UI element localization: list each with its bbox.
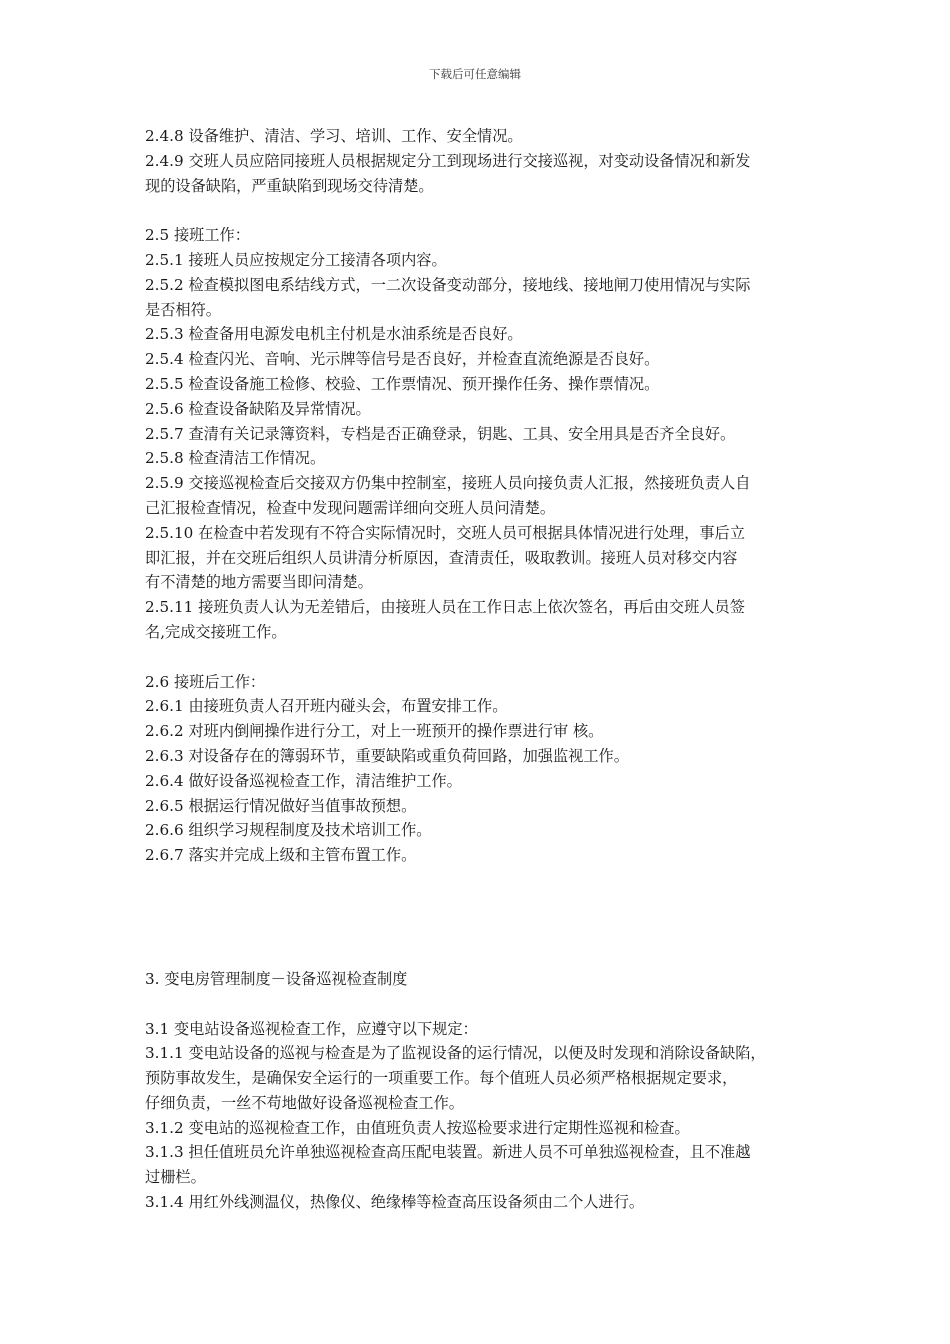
section-2-5 xyxy=(145,223,835,645)
paragraph-line: 2.6.6 组织学习规程制度及技术培训工作。 xyxy=(145,821,432,840)
paragraph-line: 名,完成交接班工作。 xyxy=(145,622,287,641)
paragraph-line: 即汇报，并在交班后组织人员讲清分析原因，查清责任，吸取教训。接班人员对移交内容 xyxy=(145,548,738,567)
section-heading: 3.1 变电站设备巡视检查工作，应遵守以下规定： xyxy=(145,1019,478,1038)
paragraph-line: 有不清楚的地方需要当即问清楚。 xyxy=(145,573,373,592)
paragraph-line: 2.5.2 检查模拟图电系结线方式，一二次设备变动部分，接地线、接地闸刀使用情况与实际 xyxy=(145,275,751,294)
section-heading: 2.5 接班工作： xyxy=(145,226,250,245)
paragraph-line: 2.6.2 对班内倒闸操作进行分工，对上一班预开的操作票进行审 核。 xyxy=(145,722,604,741)
blank-space xyxy=(145,868,835,967)
paragraph-line: 是否相符。 xyxy=(145,300,221,319)
paragraph-line: 预防事故发生，是确保安全运行的一项重要工作。每个值班人员必须严格根据规定要求， xyxy=(145,1069,738,1088)
chapter-heading: 3. 变电房管理制度－设备巡视检查制度 xyxy=(145,969,408,988)
page-header: 下载后可任意编辑 xyxy=(429,67,521,81)
paragraph-line: 2.4.9 交班人员应陪同接班人员根据规定分工到现场进行交接巡视，对变动设备情况和新发 xyxy=(145,151,751,170)
paragraph-line: 2.5.8 检查清洁工作情况。 xyxy=(145,449,326,468)
paragraph-line: 2.5.3 检查备用电源发电机主付机是水油系统是否良好。 xyxy=(145,325,523,344)
section-2-6 xyxy=(145,670,835,868)
paragraph-line: 2.6.1 由接班负责人召开班内碰头会，布置安排工作。 xyxy=(145,697,508,716)
paragraph-line: 仔细负责，一丝不苟地做好设备巡视检查工作。 xyxy=(145,1093,464,1112)
section-2-4-tail xyxy=(145,124,835,198)
blank-line xyxy=(145,992,835,1017)
paragraph-line: 2.5.10 在检查中若发现有不符合实际情况时，交班人员可根据具体情况进行处理，事后立 xyxy=(145,523,745,542)
document-body xyxy=(145,124,835,1215)
paragraph-line: 3.1.3 担任值班员允许单独巡视检查高压配电装置。新进人员不可单独巡视检查，且不准越 xyxy=(145,1143,751,1162)
blank-line xyxy=(145,645,835,670)
paragraph-line: 过栅栏。 xyxy=(145,1168,206,1187)
section-heading: 2.6 接班后工作： xyxy=(145,672,266,691)
paragraph-line: 己汇报检查情况，检查中发现问题需详细向交班人员问清楚。 xyxy=(145,498,556,517)
paragraph-line: 2.6.5 根据运行情况做好当值事故预想。 xyxy=(145,796,417,815)
paragraph-line: 2.4.8 设备维护、清洁、学习、培训、工作、安全情况。 xyxy=(145,127,523,145)
paragraph-line: 3.1.4 用红外线测温仪，热像仪、绝缘棒等检查高压设备须由二个人进行。 xyxy=(145,1193,645,1212)
paragraph-line: 2.5.5 检查设备施工检修、校验、工作票情况、预开操作任务、操作票情况。 xyxy=(145,374,660,393)
paragraph-line: 2.5.6 检查设备缺陷及异常情况。 xyxy=(145,399,371,418)
paragraph-line: 2.6.4 做好设备巡视检查工作，清洁维护工作。 xyxy=(145,771,462,790)
paragraph-line: 2.5.9 交接巡视检查后交接双方仍集中控制室，接班人员向接负责人汇报，然接班负责人自 xyxy=(145,474,751,493)
paragraph-line: 2.5.7 查清有关记录簿资料，专档是否正确登录，钥匙、工具、安全用具是否齐全良好。 xyxy=(145,424,736,443)
paragraph-line: 3.1.1 变电站设备的巡视与检查是为了监视设备的运行情况，以便及时发现和消除设备缺陷， xyxy=(145,1044,766,1063)
paragraph-line: 2.6.3 对设备存在的簿弱环节，重要缺陷或重负荷回路，加强监视工作。 xyxy=(145,746,629,765)
paragraph-line: 2.5.1 接班人员应按规定分工接清各项内容。 xyxy=(145,250,447,269)
section-3-1 xyxy=(145,1017,835,1215)
paragraph-line: 2.5.11 接班负责人认为无差错后，由接班人员在工作日志上依次签名，再后由交班人员签 xyxy=(145,598,745,617)
paragraph-line: 3.1.2 变电站的巡视检查工作，由值班负责人按巡检要求进行定期性巡视和检查。 xyxy=(145,1118,690,1137)
paragraph-line: 2.5.4 检查闪光、音响、光示牌等信号是否良好，并检查直流绝源是否良好。 xyxy=(145,350,660,369)
paragraph-line: 现的设备缺陷，严重缺陷到现场交待清楚。 xyxy=(145,176,434,195)
paragraph-line: 2.6.7 落实并完成上级和主管布置工作。 xyxy=(145,846,417,865)
blank-line xyxy=(145,198,835,223)
